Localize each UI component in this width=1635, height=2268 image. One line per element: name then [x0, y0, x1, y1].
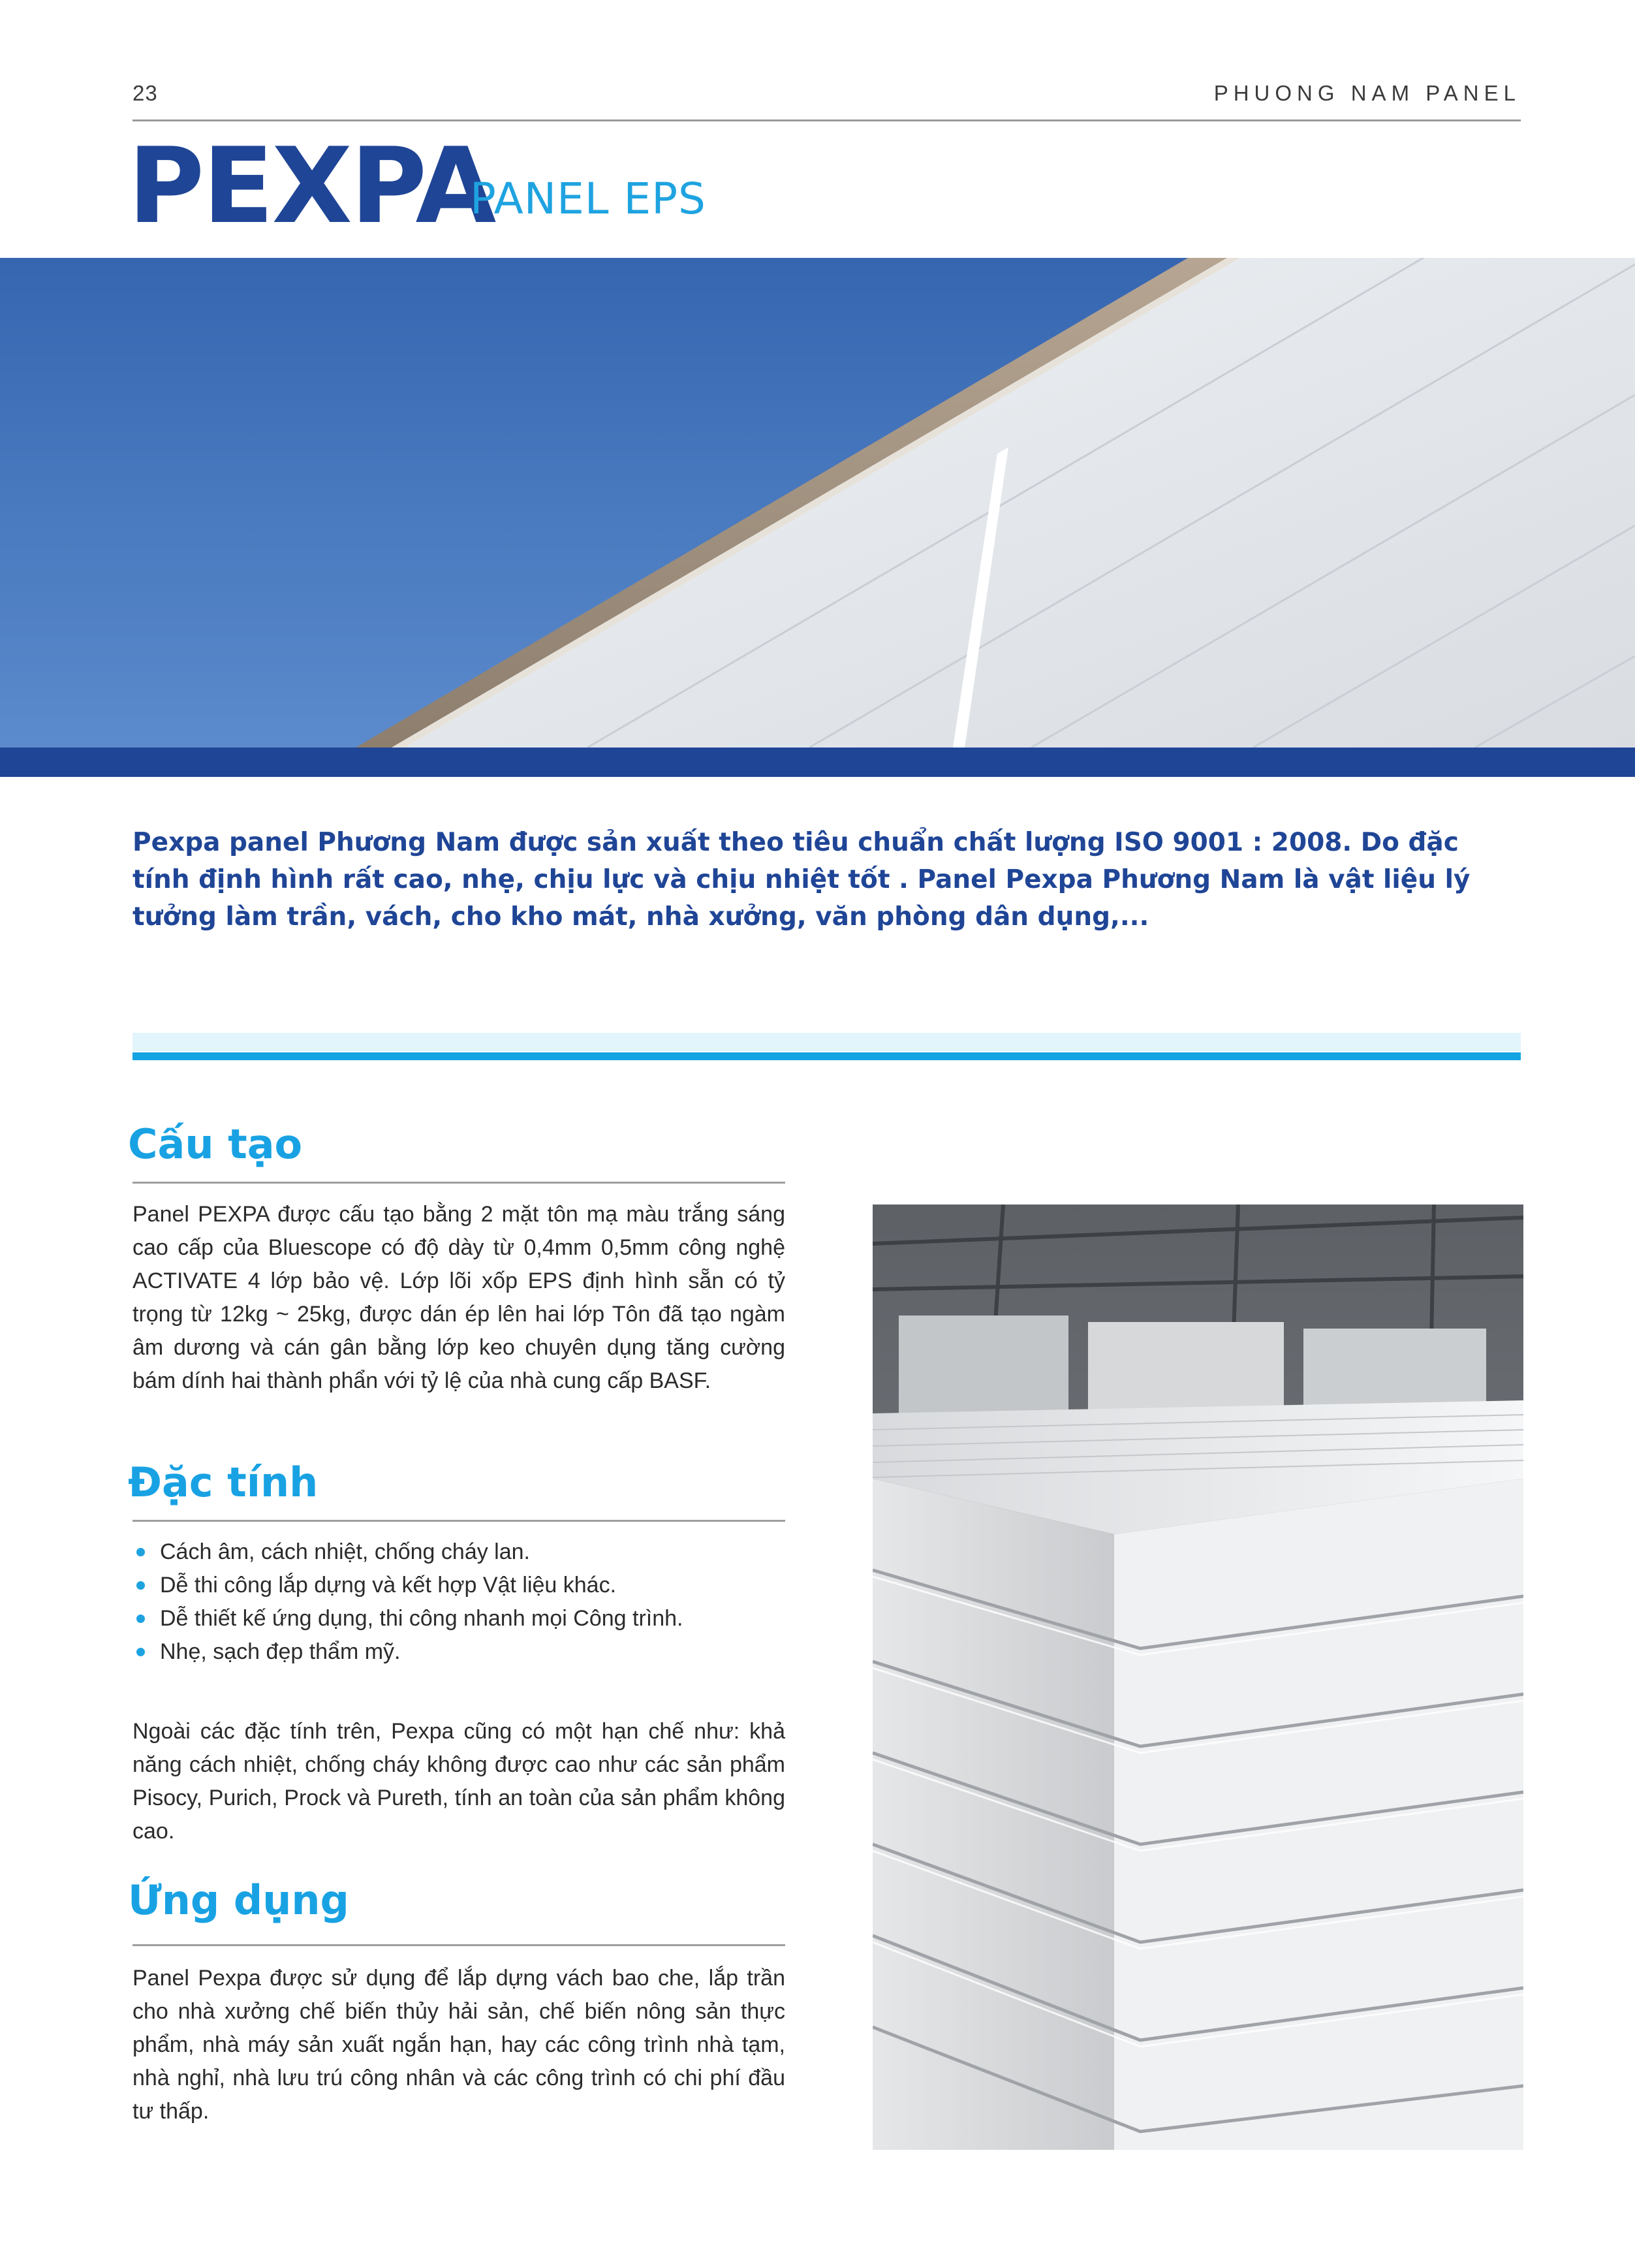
section-rule-structure — [132, 1182, 785, 1184]
bullet-icon — [136, 1648, 145, 1656]
header-divider — [132, 119, 1521, 121]
feature-text: Cách âm, cách nhiệt, chống cháy lan. — [160, 1539, 530, 1564]
list-item — [132, 1569, 785, 1602]
section-divider-accent — [132, 1052, 1521, 1060]
feature-text: Nhẹ, sạch đẹp thẩm mỹ. — [160, 1639, 401, 1664]
hero-bottom-band — [0, 748, 1635, 777]
list-item — [132, 1536, 785, 1569]
bullet-icon — [136, 1614, 145, 1623]
feature-list — [132, 1536, 785, 1669]
feature-text: Dễ thi công lắp dựng và kết hợp Vật liệu khác. — [160, 1573, 617, 1598]
bullet-icon — [136, 1581, 145, 1590]
list-item — [132, 1635, 785, 1669]
section-rule-features — [132, 1520, 785, 1522]
bullet-icon — [136, 1548, 145, 1556]
hero-image-roof-panels — [0, 258, 1635, 748]
intro-paragraph: Pexpa panel Phương Nam được sản xuất theo tiêu chuẩn chất lượng ISO 9001 : 2008. Do đặc tính định hình rất cao, nhẹ, chịu lực và chịu nhiệt tốt . Panel Pexpa Phương Nam là vật liệu lý tưởng làm trần, vách, cho kho mát, nhà xưởng, văn phòng dân dụng,... — [132, 828, 1471, 932]
page-number: 23 — [132, 81, 158, 105]
product-title: PEXPA — [128, 125, 495, 247]
structure-text: Panel PEXPA được cấu tạo bằng 2 mặt tôn mạ màu trắng sáng cao cấp của Bluescope có độ dày từ 0,4mm 0,5mm công nghệ ACTIVATE 4 lớp bảo vệ. Lớp lõi xốp EPS định hình sẵn có tỷ trọng từ 12kg ~ 25kg, được dán ép lên hai lớp Tôn đã tạo ngàm âm dương và cán gân bằng lớp keo chuyên dụng tăng cường bám dính hai thành phẩn với tỷ lệ của nhà cung cấp BASF. — [132, 1202, 785, 1393]
product-subtitle: PANEL EPS — [470, 174, 706, 224]
application-text: Panel Pexpa được sử dụng để lắp dựng vách bao che, lắp trần cho nhà xưởng chế biến thủy hải sản, chế biến nông sản thực phẩm, nhà máy sản xuất ngắn hạn, hay các công trình nhà tạm, nhà nghỉ, nhà lưu trú công nhân và các công trình có chi phí đầu tư thấp. — [132, 1966, 785, 2124]
feature-text: Dễ thiết kế ứng dụng, thi công nhanh mọi Công trình. — [160, 1606, 683, 1631]
section-divider-light — [132, 1033, 1521, 1051]
list-item — [132, 1602, 785, 1635]
brand-name: PHUONG NAM PANEL — [1213, 81, 1521, 105]
section-rule-application — [132, 1944, 785, 1946]
section-title-structure: Cấu tạo — [128, 1120, 303, 1168]
section-title-application: Ứng dụng — [128, 1876, 349, 1924]
photo-stacked-eps-panels — [873, 1205, 1523, 2150]
limitation-text: Ngoài các đặc tính trên, Pexpa cũng có một hạn chế như: khả năng cách nhiệt, chống cháy không được cao như các sản phẩm Pisocy, Purich, Prock và Pureth, tính an toàn của sản phẩm không cao. — [132, 1719, 785, 1844]
section-title-features: Đặc tính — [128, 1458, 319, 1506]
